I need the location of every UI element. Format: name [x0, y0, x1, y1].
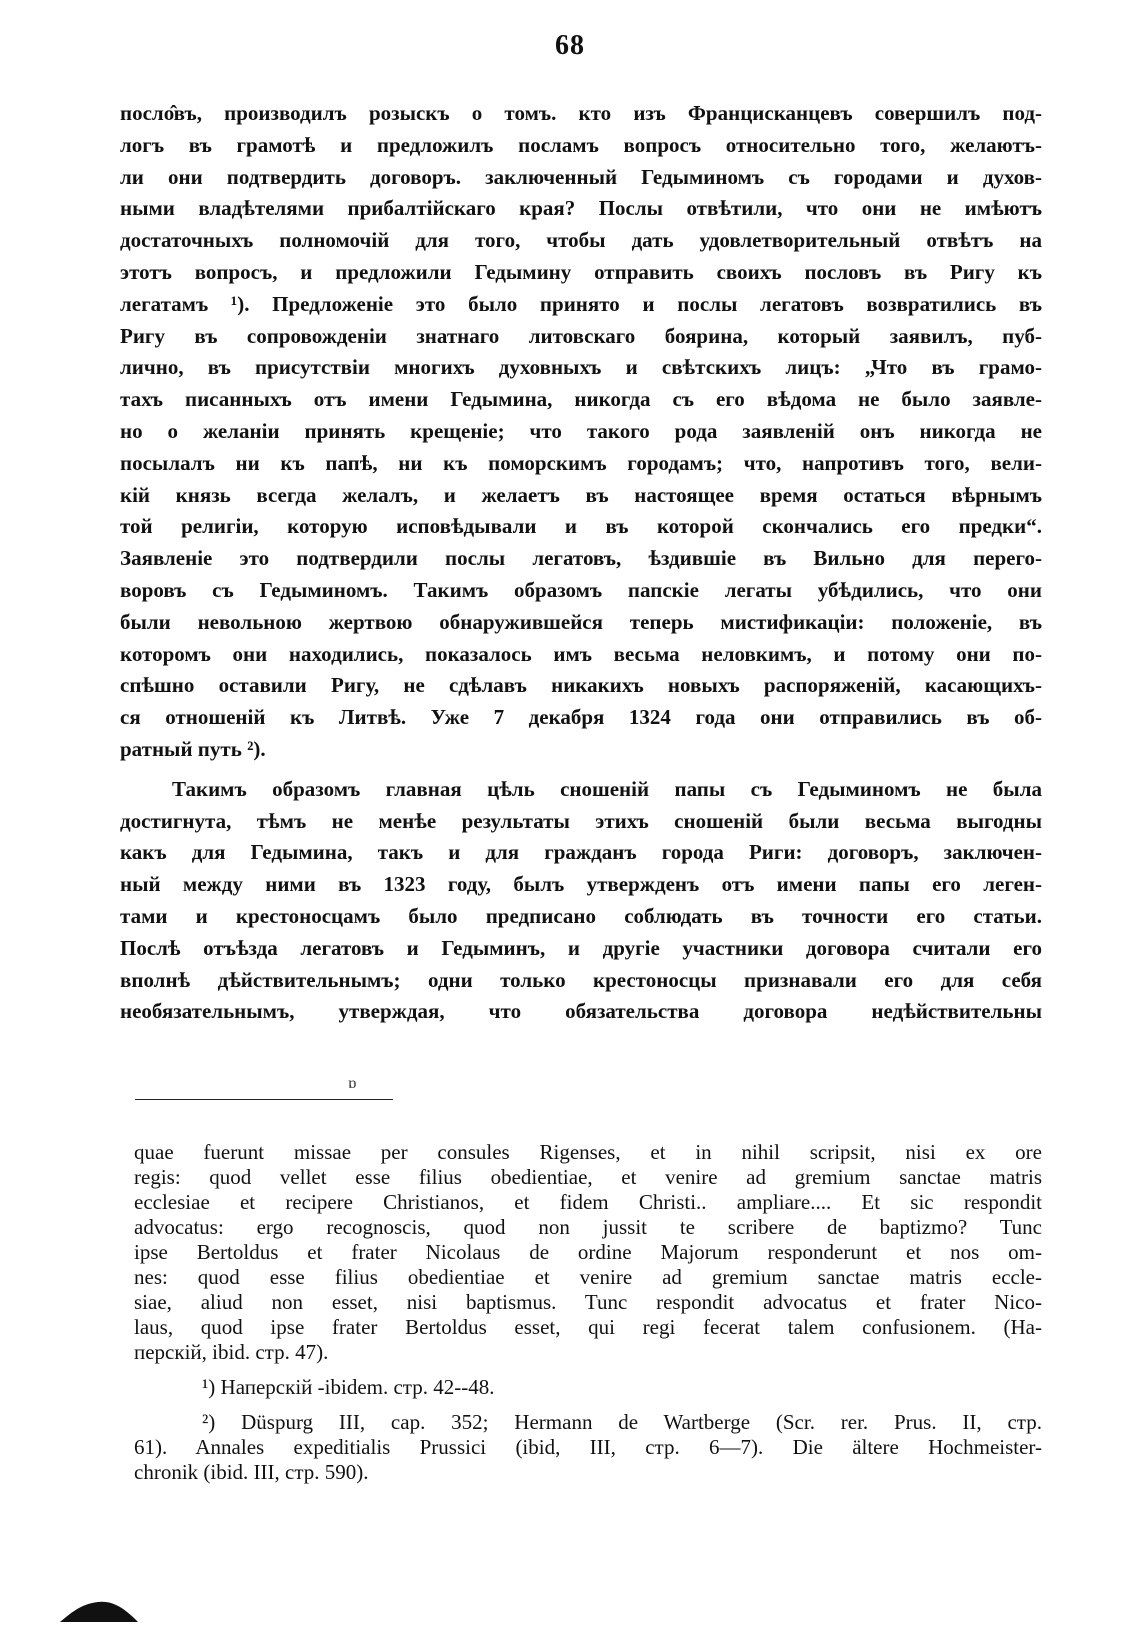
footnote-line: advocatus: ergo recognoscis, quod non jussit te scribere de baptizmo? Tunc [134, 1215, 1042, 1239]
footnote-line: ipse Bertoldus et frater Nicolaus de ordine Majorum responderunt et nos om- [134, 1240, 1042, 1264]
text-line: этотъ вопросъ, и предложили Гедымину отправить своихъ пословъ въ Ригу къ [120, 259, 1042, 284]
text-line: тахъ писанныхъ отъ имени Гедымина, никогда съ его вѣдома не было заявле- [120, 387, 1042, 412]
footnote-1: ¹) Наперскій -ibidem. стр. 42--48. [202, 1375, 495, 1399]
footnote-gap [134, 1365, 1042, 1375]
ink-blot-mark [60, 1600, 138, 1622]
text-line: Послѣ отъѣзда легатовъ и Гедыминъ, и другіе участники договора считали его [120, 935, 1042, 960]
stray-mark: ɒ [348, 1075, 357, 1092]
footnote-line: quae fuerunt missae per consules Rigenses, et in nihil scripsit, nisi ex ore [134, 1140, 1042, 1164]
text-line: ся отношеній къ Литвѣ. Уже 7 декабря 1324 года они отправились въ об- [120, 705, 1042, 730]
text-line: Такимъ образомъ главная цѣль сношеній папы съ Гедыминомъ не была [172, 776, 1042, 801]
footnote-line: ecclesiae et recipere Christianos, et fidem Christi.. ampliare.... Et sic respondit [134, 1190, 1042, 1214]
text-line: необязательнымъ, утверждая, что обязательства договора недѣйствительны [120, 999, 1042, 1024]
paragraph-1 [120, 98, 1042, 766]
text-line: но о желаніи принять крещеніе; что такого рода заявленій онъ никогда не [120, 418, 1042, 443]
text-line: Ригу въ сопровожденіи знатнаго литовскаго боярина, который заявилъ, пуб- [120, 323, 1042, 348]
main-text [120, 98, 1042, 1028]
text-line: кій князь всегда желалъ, и желаетъ въ настоящее время остаться вѣрнымъ [120, 482, 1042, 507]
text-line: ный между ними въ 1323 году, былъ утвержденъ отъ имени папы его леген- [120, 872, 1042, 897]
text-line: лично, въ присутствіи многихъ духовныхъ и свѣтскихъ лицъ: „Что въ грамо- [120, 355, 1042, 380]
text-line: тами и крестоносцамъ было предписано соблюдать въ точности его статьи. [120, 903, 1042, 928]
footnote-line: regis: quod vellet esse filius obedientiae, et venire ad gremium sanctae matris [134, 1165, 1042, 1189]
text-line: ли они подтвердить договоръ. заключенный Гедыминомъ съ городами и духов- [120, 164, 1042, 189]
text-line: спѣшно оставили Ригу, не сдѣлавъ никакихъ новыхъ распоряженій, касающихъ- [120, 673, 1042, 698]
paragraph-2 [120, 774, 1042, 1028]
footnote-line: перскій, ibid. стр. 47). [134, 1340, 329, 1364]
text-line: посло̂въ, производилъ розыскъ о томъ. кто изъ Францисканцевъ совершилъ под- [120, 101, 1042, 125]
text-line: той религіи, которую исповѣдывали и въ которой скончались его предки“. [120, 514, 1042, 539]
footnote-line: ²) Düspurg III, cap. 352; Hermann de Wartberge (Scr. rer. Prus. II, стр. [202, 1410, 1042, 1434]
paragraph-gap [120, 766, 1042, 774]
footnote-2 [134, 1410, 1042, 1485]
page-number: 68 [555, 30, 585, 61]
text-line: которомъ они находились, показалось имъ весьма неловкимъ, и потому они по- [120, 641, 1042, 666]
text-line: ными владѣтелями прибалтійскаго края? Послы отвѣтили, что они не имѣютъ [120, 196, 1042, 221]
text-line: легатамъ ¹). Предложеніе это было принято и послы легатовъ возвратились въ [120, 291, 1042, 316]
footnote-continuation [134, 1140, 1042, 1365]
text-line: какъ для Гедымина, такъ и для гражданъ города Риги: договоръ, заключен- [120, 840, 1042, 865]
footnotes [134, 1140, 1042, 1485]
text-line: ратный путь ²). [120, 736, 266, 761]
text-line: посылалъ ни къ папѣ, ни къ поморскимъ городамъ; что, напротивъ того, вели- [120, 450, 1042, 475]
text-line: логъ въ грамотѣ и предложилъ посламъ вопросъ относительно того, желаютъ- [120, 132, 1042, 157]
text-line: воровъ съ Гедыминомъ. Такимъ образомъ папскіе легаты убѣдились, что они [120, 577, 1042, 602]
footnote-gap [134, 1400, 1042, 1410]
text-line: достаточныхъ полномочій для того, чтобы дать удовлетворительный отвѣтъ на [120, 228, 1042, 253]
footnote-line: 61). Annales expeditialis Prussici (ibid, III, стр. 6—7). Die ältere Hochmeister- [134, 1435, 1042, 1459]
footnote-line: nes: quod esse filius obedientiae et venire ad gremium sanctae matris eccle- [134, 1265, 1042, 1289]
footnote-line: chronik (ibid. III, стр. 590). [134, 1460, 369, 1484]
footnote-line: laus, quod ipse frater Bertoldus esset, qui regi fecerat talem confusionem. (На- [134, 1315, 1042, 1339]
footnote-separator [135, 1099, 393, 1100]
text-line: вполнѣ дѣйствительнымъ; одни только крестоносцы признавали его для себя [120, 967, 1042, 992]
text-line: были невольною жертвою обнаружившейся теперь мистификаціи: положеніе, въ [120, 609, 1042, 634]
text-line: Заявленіе это подтвердили послы легатовъ, ѣздившіе въ Вильно для перего- [120, 546, 1042, 571]
footnote-line: siae, aliud non esset, nisi baptismus. Tunc respondit advocatus et frater Nico- [134, 1290, 1042, 1314]
text-line: достигнута, тѣмъ не менѣе результаты этихъ сношеній были весьма выгодны [120, 808, 1042, 833]
